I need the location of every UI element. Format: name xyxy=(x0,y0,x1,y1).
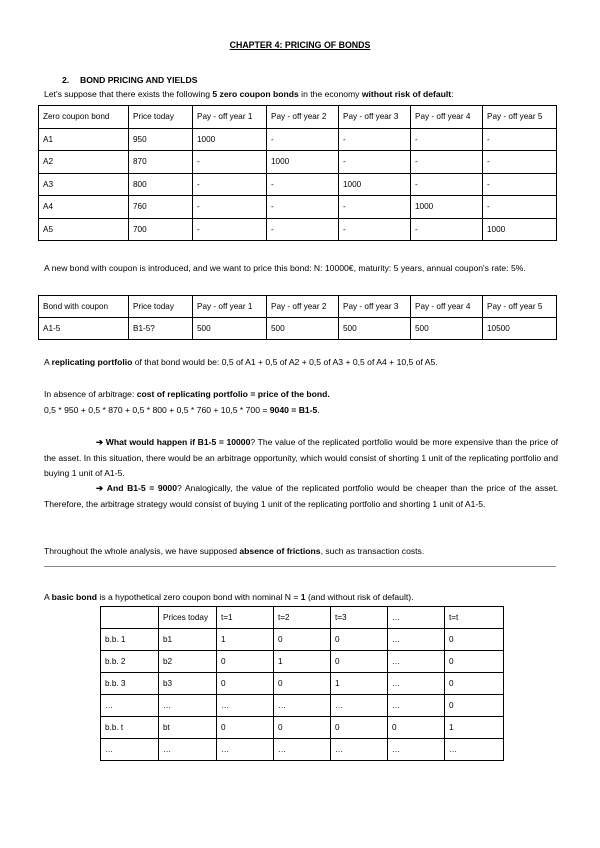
table-cell: 700 xyxy=(129,218,193,241)
table-cell: … xyxy=(159,739,217,761)
table-cell: 950 xyxy=(129,128,193,151)
table-header-cell: Pay - off year 2 xyxy=(267,296,339,318)
table-cell: 1000 xyxy=(411,196,483,219)
basic-bond-paragraph xyxy=(44,590,558,606)
table-cell: 500 xyxy=(339,318,411,340)
table-header-cell: t=2 xyxy=(274,607,331,629)
table-header-row xyxy=(101,607,504,629)
table-header-cell: t=1 xyxy=(217,607,274,629)
table-cell: 1000 xyxy=(339,173,411,196)
table-cell: b.b. 2 xyxy=(101,651,159,673)
calculation-line xyxy=(44,403,558,419)
table-cell: b1 xyxy=(159,629,217,651)
table-header-cell: Pay - off year 5 xyxy=(483,106,557,129)
table-row xyxy=(101,695,504,717)
case-bold: And B1-5 = 9000 xyxy=(106,483,177,493)
table-cell: 1 xyxy=(274,651,331,673)
table-header-cell: t=3 xyxy=(331,607,388,629)
table-cell: … xyxy=(388,739,445,761)
table-cell: … xyxy=(331,695,388,717)
table-header-cell xyxy=(101,607,159,629)
table-cell: 500 xyxy=(267,318,339,340)
table-cell: - xyxy=(483,128,557,151)
table-cell: … xyxy=(159,695,217,717)
table-cell: 0 xyxy=(445,695,504,717)
case-9000-paragraph xyxy=(44,481,558,512)
table-row xyxy=(101,651,504,673)
table-cell: … xyxy=(217,695,274,717)
table-cell: bt xyxy=(159,717,217,739)
table-cell: 0 xyxy=(274,717,331,739)
table-cell: A3 xyxy=(39,173,129,196)
table-cell: 1 xyxy=(217,629,274,651)
table-cell: - xyxy=(411,218,483,241)
table-header-cell: Pay - off year 3 xyxy=(339,296,411,318)
section-number: 2. xyxy=(62,75,70,85)
table-cell: 870 xyxy=(129,151,193,174)
table-header-cell: Pay - off year 4 xyxy=(411,106,483,129)
table-cell: 0 xyxy=(445,629,504,651)
table-cell: 0 xyxy=(217,717,274,739)
arrow-right-icon: ➔ xyxy=(96,437,104,447)
table-cell: 0 xyxy=(331,629,388,651)
replicating-bold: replicating portfolio xyxy=(51,357,133,367)
table-header-cell: … xyxy=(388,607,445,629)
table-cell: … xyxy=(388,629,445,651)
table-cell: - xyxy=(267,218,339,241)
table-header-cell: Pay - off year 1 xyxy=(193,106,267,129)
table-cell: - xyxy=(339,196,411,219)
table-cell: - xyxy=(193,151,267,174)
new-bond-paragraph: A new bond with coupon is introduced, and we want to price this bond: N: 10000€, maturity: 5 years, annual coupon's rate: 5%. xyxy=(44,263,526,273)
table-cell: - xyxy=(411,128,483,151)
nominal-bold: 1 xyxy=(300,592,306,602)
table-row xyxy=(101,629,504,651)
table-cell: b.b. t xyxy=(101,717,159,739)
table-cell: … xyxy=(101,695,159,717)
table-header-row xyxy=(39,106,557,129)
table-cell: 0 xyxy=(217,673,274,695)
text: Throughout the whole analysis, we have supposed xyxy=(44,546,240,556)
coupon-bond-table xyxy=(38,295,557,340)
table-row xyxy=(39,128,557,151)
page-title: CHAPTER 4: PRICING OF BONDS xyxy=(229,40,371,50)
table-cell: - xyxy=(483,196,557,219)
table-cell: b.b. 3 xyxy=(101,673,159,695)
basic-bond-table xyxy=(100,606,504,761)
section-heading xyxy=(62,75,197,85)
table-cell: - xyxy=(339,218,411,241)
frictions-paragraph xyxy=(44,544,558,560)
table-cell: - xyxy=(193,218,267,241)
table-row xyxy=(39,151,557,174)
replicating-paragraph xyxy=(44,355,558,371)
intro-bold: without risk of default xyxy=(361,89,452,99)
table-header-cell: Price today xyxy=(129,296,193,318)
text: (and without risk of default). xyxy=(305,592,414,602)
table-cell: A4 xyxy=(39,196,129,219)
table-cell: 0 xyxy=(331,717,388,739)
table-cell: … xyxy=(274,739,331,761)
calc-result: 9040 = B1-5 xyxy=(269,405,318,415)
table-row xyxy=(101,739,504,761)
table-cell: b3 xyxy=(159,673,217,695)
table-cell: - xyxy=(193,196,267,219)
basic-bond-bold: basic bond xyxy=(51,592,98,602)
table-cell: 0 xyxy=(274,673,331,695)
intro-text: in the economy xyxy=(298,89,362,99)
table-cell: A5 xyxy=(39,218,129,241)
table-cell: 0 xyxy=(445,651,504,673)
intro-paragraph xyxy=(44,87,558,103)
table-cell: 0 xyxy=(331,651,388,673)
table-cell: 0 xyxy=(445,673,504,695)
table-cell: … xyxy=(445,739,504,761)
table-cell: 1000 xyxy=(483,218,557,241)
table-cell: … xyxy=(274,695,331,717)
text: . xyxy=(317,405,320,415)
table-cell: - xyxy=(267,173,339,196)
section-title: BOND PRICING AND YIELDS xyxy=(80,75,198,85)
text: 0,5 * 950 + 0,5 * 870 + 0,5 * 800 + 0,5 * 760 + 10,5 * 700 = xyxy=(44,405,270,415)
table-cell: - xyxy=(267,196,339,219)
table-cell: - xyxy=(411,151,483,174)
table-cell: - xyxy=(411,173,483,196)
table-cell: B1-5? xyxy=(129,318,193,340)
text: ? The value of the replicated portfolio would be more expensive than the price of the asset. In this situation, there would be an arbitrage opportunity, which would consist of shorting 1 unit of the replicating portfolio and buying 1 unit of A1-5. xyxy=(44,437,559,479)
divider xyxy=(44,566,556,567)
table-cell: 0 xyxy=(388,717,445,739)
text: , such as transaction costs. xyxy=(320,546,425,556)
table-cell: … xyxy=(388,673,445,695)
table-cell: 1 xyxy=(445,717,504,739)
table-header-cell: Bond with coupon xyxy=(39,296,129,318)
table-cell: … xyxy=(331,739,388,761)
table-cell: A2 xyxy=(39,151,129,174)
table-cell: 1000 xyxy=(193,128,267,151)
text: In absence of arbitrage: xyxy=(44,389,137,399)
zero-coupon-table xyxy=(38,105,557,241)
text: A xyxy=(44,592,52,602)
table-header-cell: Pay - off year 3 xyxy=(339,106,411,129)
table-header-cell: Zero coupon bond xyxy=(39,106,129,129)
table-cell: - xyxy=(339,151,411,174)
table-row xyxy=(39,218,557,241)
table-cell: b2 xyxy=(159,651,217,673)
table-header-cell: Pay - off year 4 xyxy=(411,296,483,318)
arbitrage-paragraph xyxy=(44,387,558,403)
table-cell: … xyxy=(101,739,159,761)
text: is a hypothetical zero coupon bond with nominal N = xyxy=(97,592,301,602)
table-cell: 500 xyxy=(411,318,483,340)
frictions-bold: absence of frictions xyxy=(239,546,321,556)
table-cell: - xyxy=(193,173,267,196)
table-row xyxy=(39,173,557,196)
table-cell: 0 xyxy=(217,651,274,673)
table-header-cell: Pay - off year 1 xyxy=(193,296,267,318)
arrow-right-icon: ➔ xyxy=(96,483,104,493)
table-cell: b.b. 1 xyxy=(101,629,159,651)
table-header-cell: Prices today xyxy=(159,607,217,629)
case-10000-paragraph xyxy=(44,435,558,482)
table-row xyxy=(101,717,504,739)
table-cell: 10500 xyxy=(483,318,557,340)
table-cell: … xyxy=(388,695,445,717)
table-cell: - xyxy=(483,151,557,174)
intro-bold: 5 zero coupon bonds xyxy=(212,89,299,99)
table-header-cell: t=t xyxy=(445,607,504,629)
table-header-cell: Price today xyxy=(129,106,193,129)
table-cell: - xyxy=(483,173,557,196)
table-cell: … xyxy=(388,651,445,673)
arbitrage-bold: cost of replicating portfolio = price of the bond. xyxy=(136,389,330,399)
intro-text: Let's suppose that there exists the following xyxy=(44,89,213,99)
table-cell: 1 xyxy=(331,673,388,695)
table-cell: A1 xyxy=(39,128,129,151)
table-cell: - xyxy=(339,128,411,151)
table-cell: 0 xyxy=(274,629,331,651)
table-cell: - xyxy=(267,128,339,151)
table-row xyxy=(101,673,504,695)
table-row xyxy=(39,318,557,340)
case-bold: What would happen if B1-5 = 10000 xyxy=(105,437,251,447)
text: of that bond would be: 0,5 of A1 + 0,5 of A2 + 0,5 of A3 + 0,5 of A4 + 10,5 of A5. xyxy=(132,357,438,367)
table-header-cell: Pay - off year 2 xyxy=(267,106,339,129)
table-row xyxy=(39,196,557,219)
table-cell: A1-5 xyxy=(39,318,129,340)
table-header-row xyxy=(39,296,557,318)
table-cell: 1000 xyxy=(267,151,339,174)
intro-text: : xyxy=(451,89,454,99)
table-cell: 760 xyxy=(129,196,193,219)
table-cell: 800 xyxy=(129,173,193,196)
table-cell: … xyxy=(217,739,274,761)
table-header-cell: Pay - off year 5 xyxy=(483,296,557,318)
table-cell: 500 xyxy=(193,318,267,340)
text: ? Analogically, the value of the replicated portfolio would be cheaper than the price of the asset. Therefore, the arbitrage strategy would consist of buying 1 unit of the replicating portfolio and shorting 1 unit of A1-5. xyxy=(44,483,558,509)
text: A xyxy=(44,357,52,367)
